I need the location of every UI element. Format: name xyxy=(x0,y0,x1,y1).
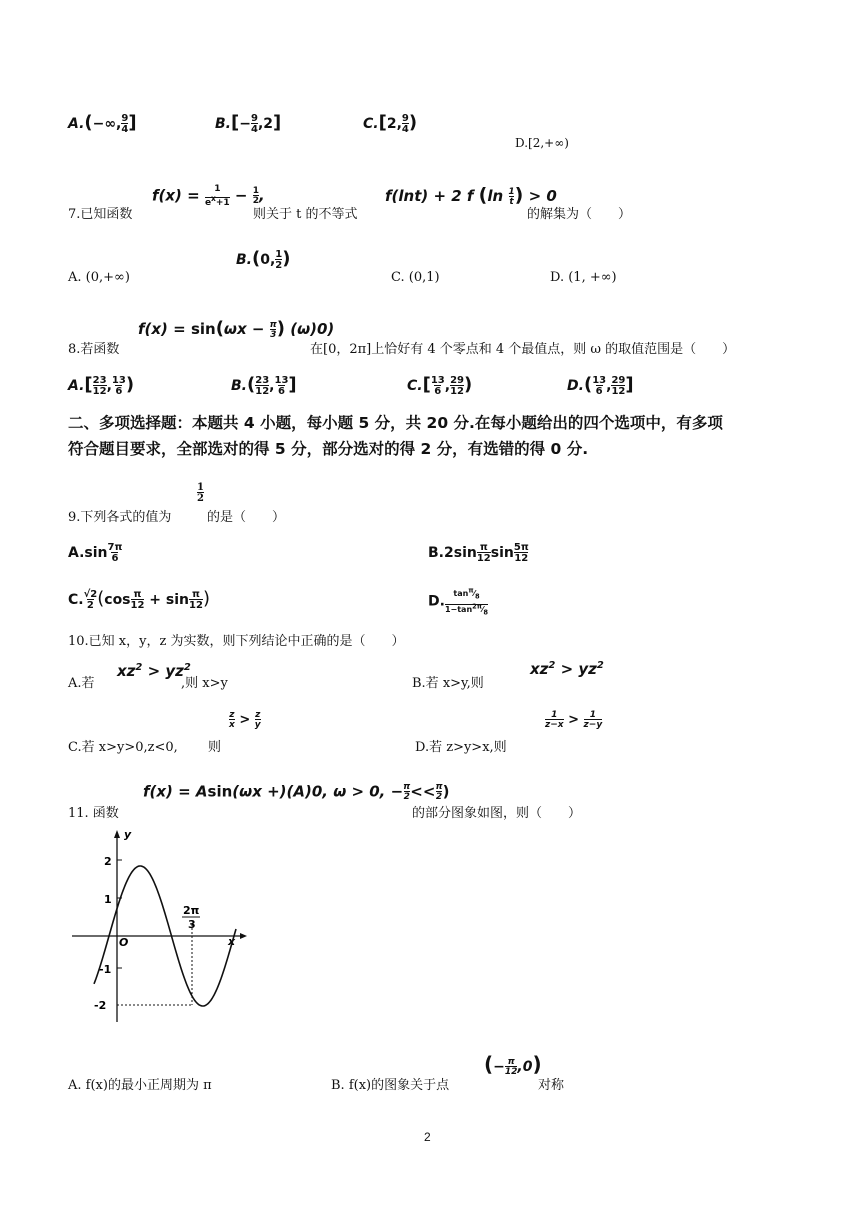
q11-end: 的部分图象如图，则（ ） xyxy=(412,806,582,821)
q10-option-d-formula: $\frac{1}{z-x} > \frac{1}{z-y}$ xyxy=(545,710,603,730)
q11-option-b-text: B. f(x)的图象关于点 xyxy=(331,1078,450,1093)
q8-text: 在[0，2π]上恰好有 4 个零点和 4 个最值点，则 ω 的取值范围是（ ） xyxy=(310,342,736,357)
q11-graph xyxy=(64,826,250,1026)
q9-option-d: $D.\frac{\tan^\pi⁄_8}{1-\tan^{2\pi}⁄_8}$ xyxy=(428,586,489,617)
tick-x-2pi3-den: 3 xyxy=(188,918,196,931)
q9-option-c: $C.\frac{√2}{2}(\cos\frac{\pi}{12} + \sin\frac{\pi}{12})$ xyxy=(68,588,210,611)
section2-heading xyxy=(68,410,792,462)
q10-option-c-formula: $\frac{z}{x} > \frac{z}{y}$ xyxy=(229,710,261,730)
tick-x-2pi3-num: 2π xyxy=(183,904,200,917)
q8-option-d: $D.(\frac{13}{6},\frac{29}{12}]$ xyxy=(567,374,634,397)
x-label: x xyxy=(228,935,236,948)
q7-formula-f: $f(x) = \frac{1}{e^x+1} - \frac{1}{2}$, xyxy=(152,184,265,208)
q7-number: 7.已知函数 xyxy=(68,207,133,222)
q7-formula-inequality: f(lnt) + 2 f $(\ln \frac{1}{t}) > 0$ xyxy=(385,184,557,207)
q7-option-d: D. (1, +∞) xyxy=(550,270,617,285)
page-number: 2 xyxy=(424,1130,431,1144)
q8-option-b: $B.(\frac{23}{12},\frac{13}{6}]$ xyxy=(231,374,297,397)
q10-option-c-text: C.若 x>y>0,z<0, xyxy=(68,740,178,755)
q10-option-a-text: A.若 xyxy=(68,676,95,691)
tick-y-1: 1 xyxy=(104,893,112,906)
q7-option-b: $B.(0,\frac{1}{2})$ xyxy=(236,248,291,271)
tick-y-neg2: -2 xyxy=(94,999,107,1012)
q10-option-b-formula: $xz^2 > yz^2$ xyxy=(530,660,604,678)
y-axis-arrow xyxy=(114,830,120,838)
q9-option-a: $A.\sin\frac{7\pi}{6}$ xyxy=(68,542,123,564)
tick-x-label: 2π/3 xyxy=(64,826,67,827)
q7-end-text: 的解集为（ ） xyxy=(527,207,632,222)
section2-line1: 二、多项选择题：本题共 4 小题，每小题 5 分，共 20 分.在每小题给出的四个选项中，有多项 xyxy=(68,414,723,432)
q10-option-a-end: ,则 x>y xyxy=(181,676,228,691)
q10-option-b-text: B.若 x>y,则 xyxy=(412,676,484,691)
q10-stem: 10.已知 x，y，z 为实数，则下列结论中正确的是（ ） xyxy=(68,634,405,649)
q8-option-a: $A.[\frac{23}{12},\frac{13}{6})$ xyxy=(68,374,135,397)
tick-y-neg1: -1 xyxy=(99,963,112,976)
q10-option-c-then: 则 xyxy=(208,740,222,755)
q6-option-a: $A.(-\infty,\frac{9}{4}]$ xyxy=(68,112,137,135)
q7-option-c: C. (0,1) xyxy=(391,270,440,285)
q11-option-a: A. f(x)的最小正周期为 π xyxy=(68,1078,212,1093)
tick-y-2: 2 xyxy=(104,855,112,868)
origin-label: O xyxy=(119,936,129,949)
q11-option-b-point: $(-\frac{\pi}{12},0)$ xyxy=(484,1052,542,1077)
y-label: y xyxy=(124,828,132,841)
q8-option-c: $C.[\frac{13}{6},\frac{29}{12})$ xyxy=(407,374,473,397)
q6-option-c: $C.[2,\frac{9}{4})$ xyxy=(363,112,418,135)
q8-formula: $f(x) = \sin(\omega x - \frac{\pi}{3})$ (ω)0) xyxy=(138,318,335,340)
q6-option-d: D.[2,+∞) xyxy=(515,136,569,150)
q9-frac: 1 2 xyxy=(197,482,204,504)
q11-formula: f(x) = Asin(ωx +)(A)0, ω > 0, $-\frac{\pi}{2}<<\frac{\pi}{2}$) xyxy=(143,782,450,802)
x-axis-arrow xyxy=(240,933,247,939)
q10-option-d-text: D.若 z>y>x,则 xyxy=(415,740,507,755)
q8-number: 8.若函数 xyxy=(68,342,120,357)
section2-line2: 符合题目要求，全部选对的得 5 分，部分选对的得 2 分，有选错的得 0 分. xyxy=(68,440,589,458)
q7-option-a: A. (0,+∞) xyxy=(68,270,130,285)
q11-option-b-end: 对称 xyxy=(538,1078,565,1093)
q10-option-a-formula: $xz^2 > yz^2$ xyxy=(117,662,191,680)
q6-option-b: $B.[-\frac{9}{4},2]$ xyxy=(215,112,282,135)
q7-mid-text: 则关于 t 的不等式 xyxy=(253,207,358,222)
q9-option-b: $B.2\sin\frac{\pi}{12}\sin\frac{5\pi}{12}$ xyxy=(428,542,529,564)
q11-number: 11. 函数 xyxy=(68,806,119,821)
q9-end: 的是（ ） xyxy=(207,510,286,525)
q9-number: 9.下列各式的值为 xyxy=(68,510,172,525)
